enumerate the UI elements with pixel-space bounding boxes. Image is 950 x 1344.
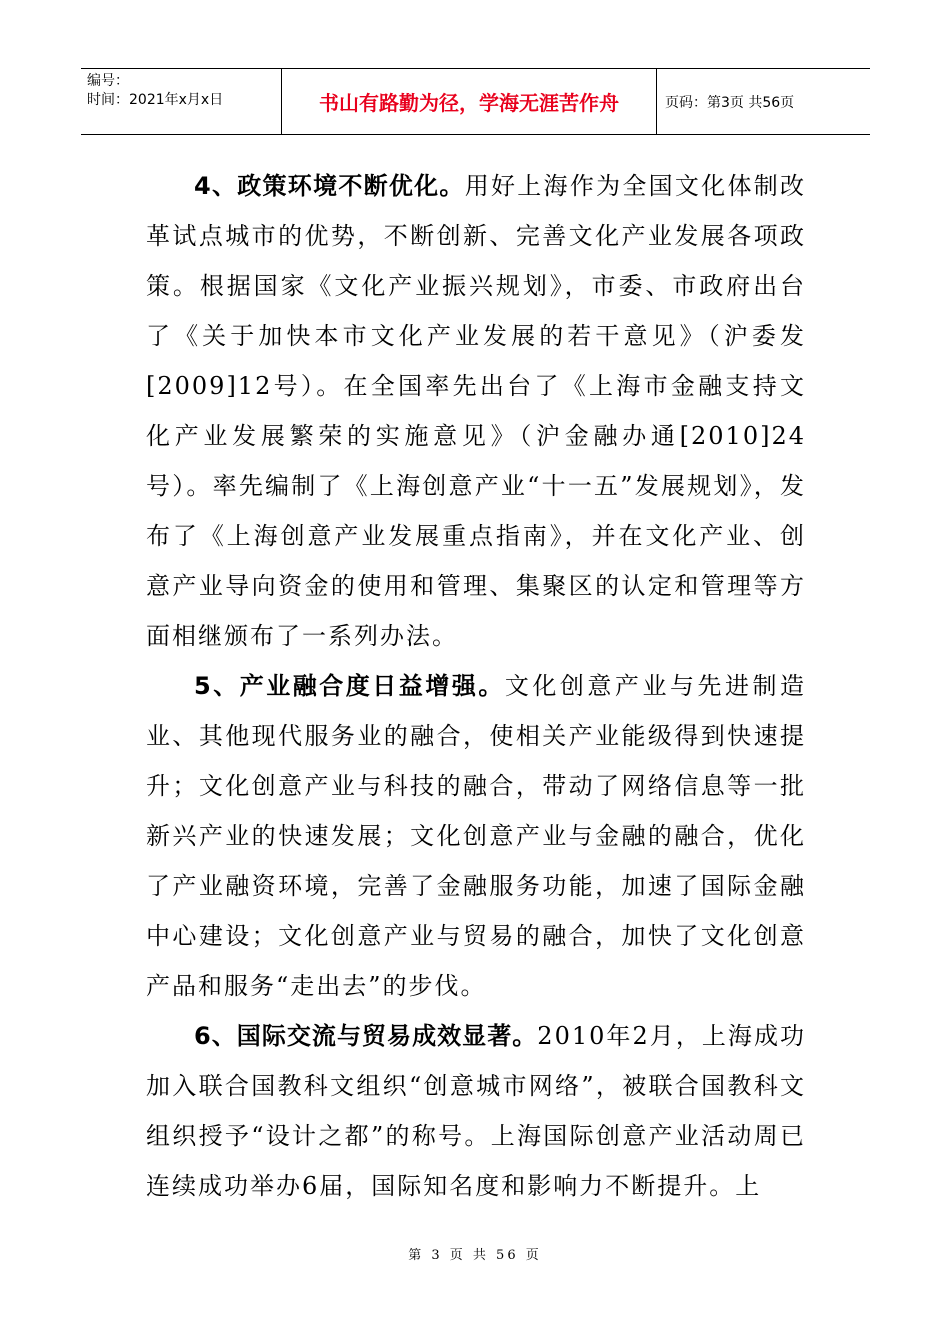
paragraph-text: 2010年2月，上海成功加入联合国教科文组织“创意城市网络”，被联合国教科文组织授予“设计之都”的称号。上海国际创意产业活动周已连续成功举办6届，国际知名度和影响力不断提升。上 — [146, 1022, 806, 1200]
paragraph-integration — [146, 661, 806, 1011]
paragraph-heading: 5、产业融合度日益增强。 — [194, 672, 505, 700]
paragraph-text: 用好上海作为全国文化体制改革试点城市的优势，不断创新、完善文化产业发展各项政策。根据国家《文化产业振兴规划》，市委、市政府出台了《关于加快本市文化产业发展的若干意见》（沪委发[2009]12号）。在全国率先出台了《上海市金融支持文化产业发展繁荣的实施意见》（沪金融办通[2010]24号）。率先编制了《上海创意产业“十一五”发展规划》，发布了《上海创意产业发展重点指南》，并在文化产业、创意产业导向资金的使用和管理、集聚区的认定和管理等方面相继颁布了一系列办法。 — [146, 172, 807, 650]
paragraph-text: 文化创意产业与先进制造业、其他现代服务业的融合，使相关产业能级得到快速提升；文化创意产业与科技的融合，带动了网络信息等一批新兴产业的快速发展；文化创意产业与金融的融合，优化了产业融资环境，完善了金融服务功能，加速了国际金融中心建设；文化创意产业与贸易的融合，加快了文化创意产品和服务“走出去”的步伐。 — [146, 672, 807, 1000]
paragraph-policy — [146, 161, 806, 661]
paragraph-heading: 4、政策环境不断优化。 — [194, 172, 465, 200]
header-meta — [81, 69, 282, 134]
page-header — [81, 68, 870, 135]
page-footer: 第 3 页 共 56 页 — [408, 1248, 542, 1263]
header-page-info: 页码：第3页 共56页 — [665, 94, 795, 111]
document-date: 时间：2021年x月x日 — [87, 92, 224, 108]
header-motto: 书山有路勤为径，学海无涯苦作舟 — [282, 69, 657, 134]
document-body — [146, 161, 806, 1211]
document-number: 编号： — [87, 73, 129, 89]
paragraph-international — [146, 1011, 806, 1211]
paragraph-heading: 6、国际交流与贸易成效显著。 — [194, 1022, 538, 1050]
